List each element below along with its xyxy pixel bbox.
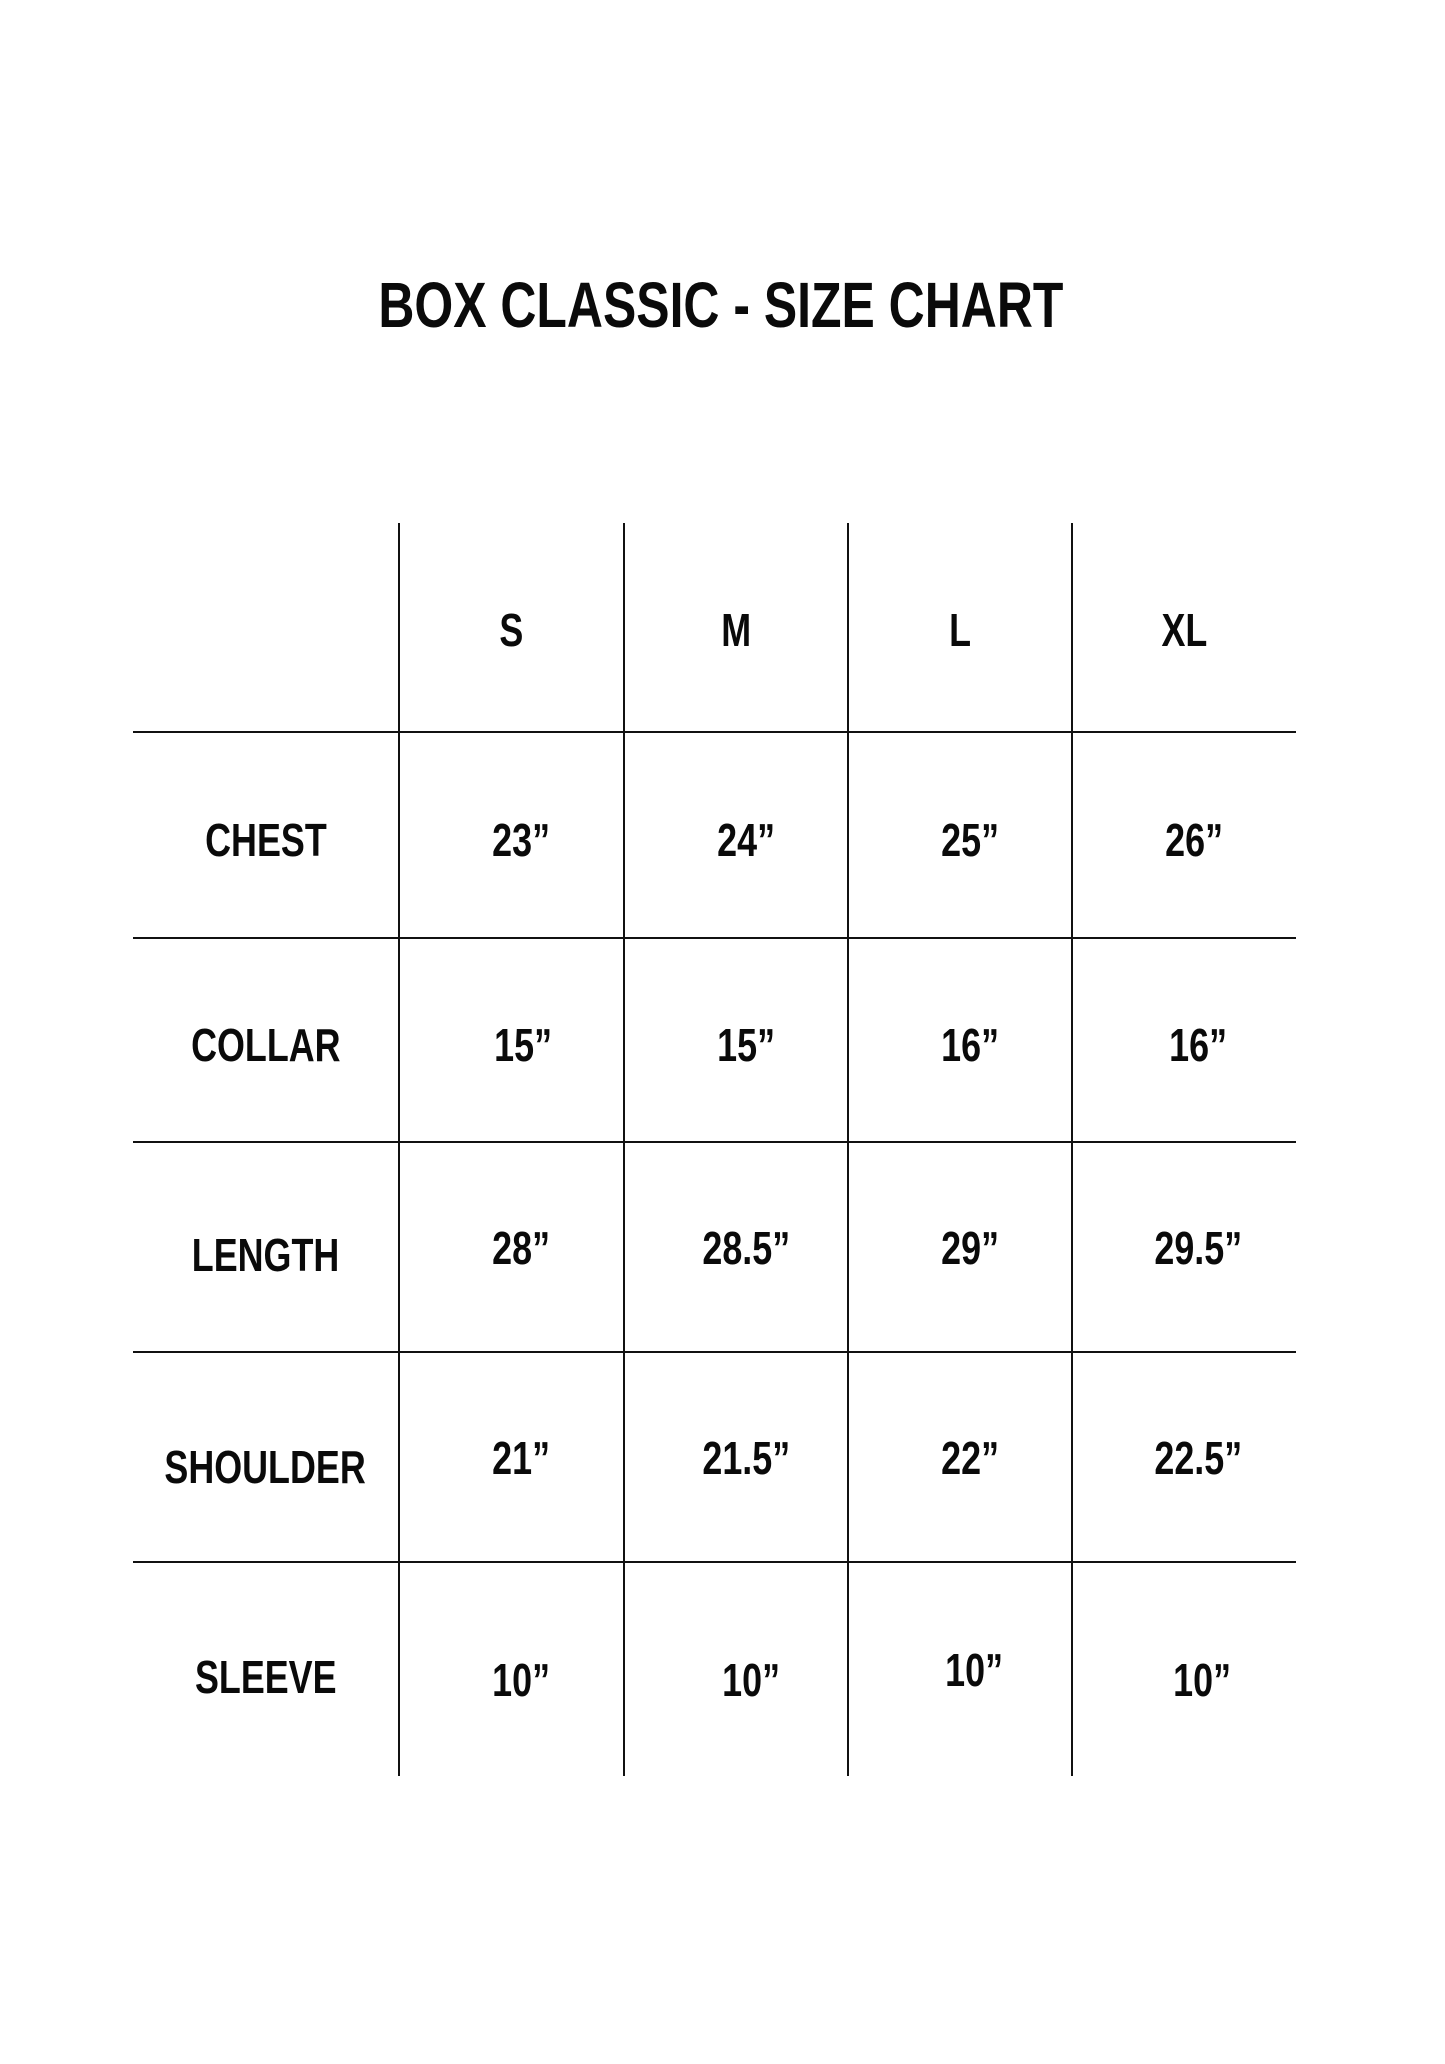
grid-line bbox=[133, 1351, 1296, 1353]
table-cell: 16” bbox=[941, 1019, 999, 1071]
table-cell: 24” bbox=[717, 814, 775, 866]
grid-line bbox=[133, 937, 1296, 939]
table-cell: 10” bbox=[1173, 1654, 1231, 1706]
column-header-l: L bbox=[949, 604, 971, 656]
column-header-xl: XL bbox=[1161, 604, 1207, 656]
table-cell: 10” bbox=[945, 1644, 1003, 1696]
row-label-collar: COLLAR bbox=[190, 1019, 341, 1071]
row-label-sleeve: SLEEVE bbox=[194, 1651, 337, 1703]
grid-line bbox=[847, 523, 849, 1776]
table-cell: 29.5” bbox=[1154, 1222, 1242, 1274]
grid-line bbox=[133, 731, 1296, 733]
table-cell: 23” bbox=[492, 814, 551, 866]
table-cell: 16” bbox=[1169, 1019, 1227, 1071]
table-cell: 15” bbox=[717, 1019, 775, 1071]
row-label-chest: CHEST bbox=[204, 814, 327, 866]
row-label-length: LENGTH bbox=[191, 1229, 340, 1281]
table-cell: 22.5” bbox=[1154, 1432, 1242, 1484]
table-cell: 29” bbox=[941, 1222, 999, 1274]
column-header-m: M bbox=[721, 604, 751, 656]
grid-line bbox=[398, 523, 400, 1776]
table-cell: 28” bbox=[492, 1222, 551, 1274]
table-cell: 26” bbox=[1165, 814, 1223, 866]
grid-line bbox=[133, 1141, 1296, 1143]
table-cell: 25” bbox=[941, 814, 999, 866]
table-cell: 10” bbox=[492, 1654, 551, 1706]
column-header-s: S bbox=[499, 604, 524, 656]
table-cell: 10” bbox=[722, 1654, 780, 1706]
grid-line bbox=[1071, 523, 1073, 1776]
table-cell: 21.5” bbox=[702, 1432, 790, 1484]
grid-line bbox=[623, 523, 625, 1776]
table-cell: 21” bbox=[492, 1432, 551, 1484]
table-cell: 28.5” bbox=[702, 1222, 790, 1274]
table-cell: 15” bbox=[494, 1019, 553, 1071]
row-label-shoulder: SHOULDER bbox=[164, 1441, 367, 1493]
page-title: BOX CLASSIC - SIZE CHART bbox=[378, 269, 1064, 341]
grid-line bbox=[133, 1561, 1296, 1563]
table-cell: 22” bbox=[941, 1432, 999, 1484]
